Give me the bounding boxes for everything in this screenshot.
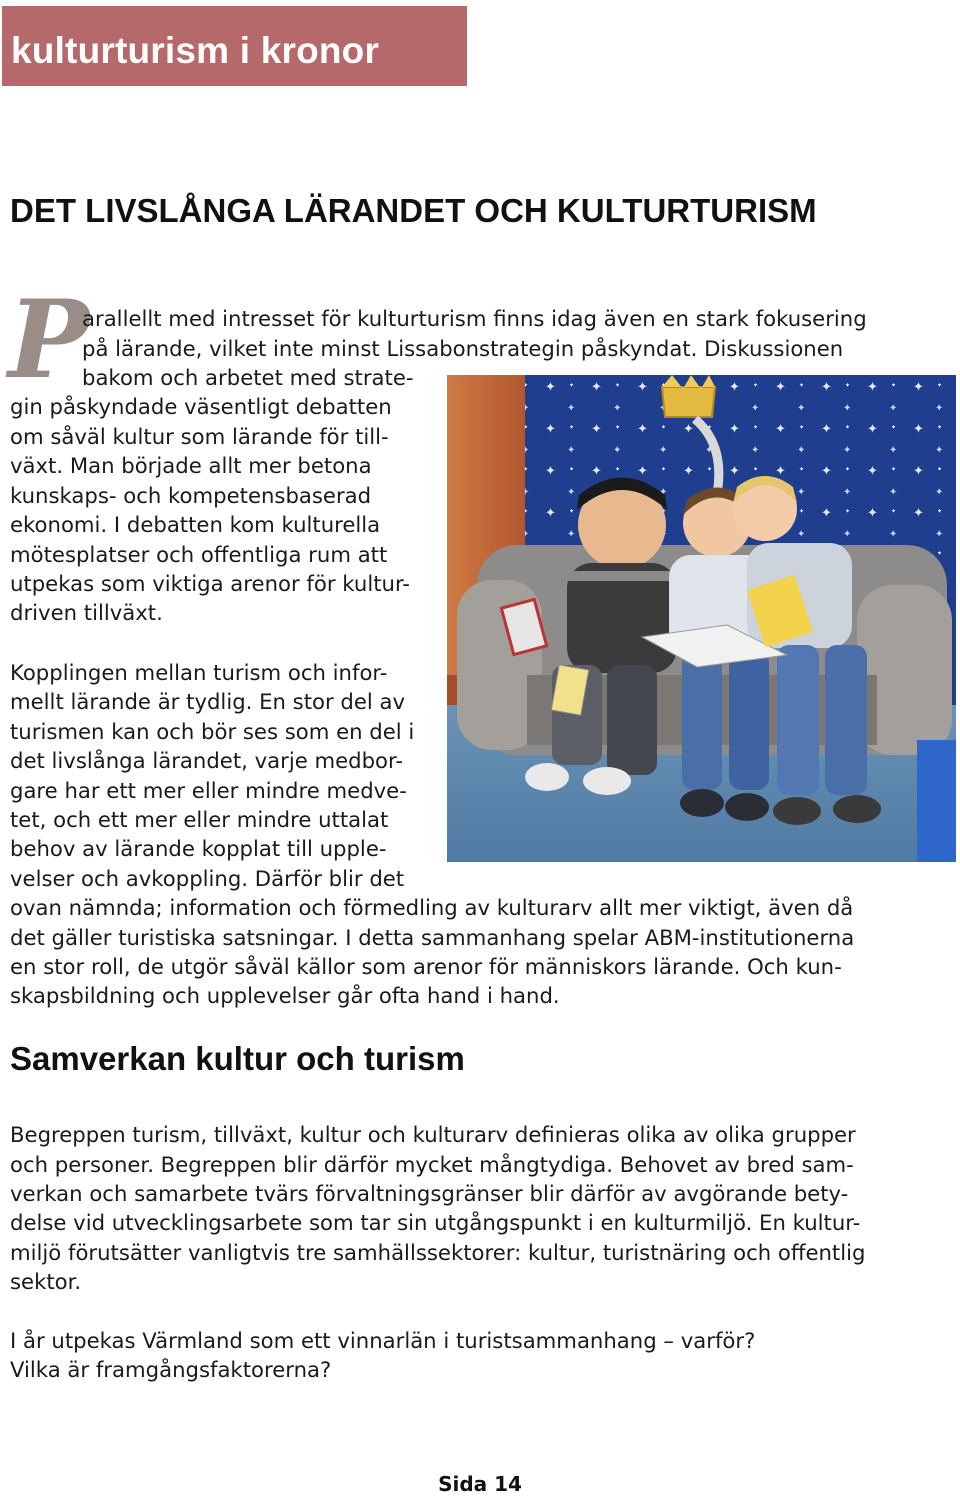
text-line: delse vid utvecklingsarbete som tar sin utgångspunkt i en kulturmiljö. En kultur-: [10, 1210, 861, 1235]
text-line: verkan och samarbete tvärs förvaltningsgränser blir därför av avgörande bety-: [10, 1181, 849, 1206]
article-heading: DET LIVSLÅNGA LÄRANDET OCH KULTURTURISM: [10, 192, 817, 229]
section-subheading: Samverkan kultur och turism: [10, 1040, 465, 1077]
text-line: velser och avkoppling. Därför blir det: [10, 866, 405, 891]
text-line: Vilka är framgångsfaktorerna?: [10, 1357, 332, 1382]
text-line: gin påskyndade väsentligt debatten: [10, 394, 392, 419]
text-line: en stor roll, de utgör såväl källor som arenor för människors lärande. Och kun-: [10, 954, 842, 979]
drop-cap: P: [8, 277, 90, 403]
text-line: det livslånga lärandet, varje medbor-: [10, 748, 404, 773]
text-line: tet, och ett mer eller mindre uttalat: [10, 807, 389, 832]
page-number: Sida 14: [438, 1472, 522, 1496]
text-line: gare har ett mer eller mindre medve-: [10, 778, 407, 803]
text-line: behov av lärande kopplat till upple-: [10, 836, 387, 861]
section-banner: [2, 6, 467, 86]
text-line: på lärande, vilket inte minst Lissabonstrategin påskyndat. Diskussionen: [82, 336, 844, 361]
text-line: sektor.: [10, 1269, 82, 1294]
text-line: mötesplatser och offentliga rum att: [10, 542, 388, 567]
banner-title: kulturturism i kronor: [11, 30, 380, 71]
text-line: turismen kan och bör ses som en del i: [10, 719, 415, 744]
text-line: och personer. Begreppen blir därför mycket mångtydiga. Behovet av bred sam-: [10, 1152, 854, 1177]
text-line: arallellt med intresset för kulturturism finns idag även en stark fokusering: [82, 306, 867, 331]
text-line: I år utpekas Värmland som ett vinnarlän i turistsammanhang – varför?: [10, 1328, 756, 1353]
children-reading-photo: [447, 375, 956, 862]
text-line: miljö förutsätter vanligtvis tre samhällssektorer: kultur, turistnäring och offentlig: [10, 1240, 866, 1265]
text-line: bakom och arbetet med strate-: [82, 365, 414, 390]
text-line: Begreppen turism, tillväxt, kultur och kulturarv definieras olika av olika grupper: [10, 1122, 856, 1147]
text-line: ovan nämnda; information och förmedling av kulturarv allt mer viktigt, även då: [10, 895, 854, 920]
text-line: om såväl kultur som lärande för till-: [10, 424, 389, 449]
text-line: mellt lärande är tydlig. En stor del av: [10, 689, 406, 714]
text-line: det gäller turistiska satsningar. I detta sammanhang spelar ABM-institutionerna: [10, 925, 855, 950]
text-line: skapsbildning och upplevelser går ofta hand i hand.: [10, 983, 560, 1008]
text-line: växt. Man började allt mer betona: [10, 453, 372, 478]
text-line: utpekas som viktiga arenor för kultur-: [10, 571, 410, 596]
text-line: Kopplingen mellan turism och infor-: [10, 660, 388, 685]
text-line: ekonomi. I debatten kom kulturella: [10, 512, 381, 537]
text-line: driven tillväxt.: [10, 600, 163, 625]
text-line: kunskaps- och kompetensbaserad: [10, 483, 372, 508]
